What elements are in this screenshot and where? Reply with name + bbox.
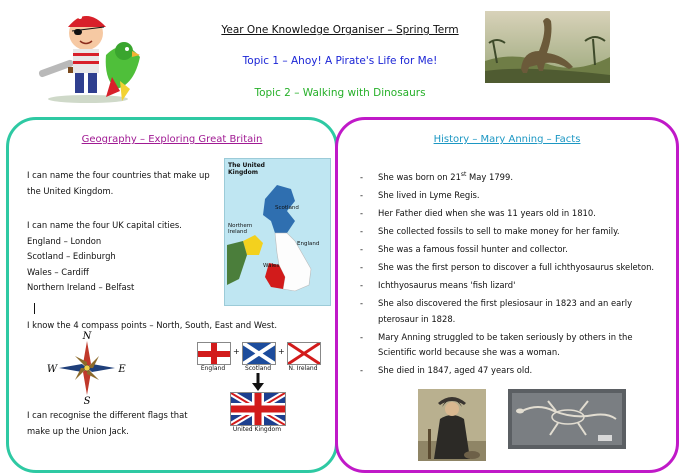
map-title <box>228 162 265 176</box>
map-label-wales: Wales <box>263 263 280 269</box>
scotland-flag-label: Scotland <box>244 365 272 372</box>
fact-item: - Mary Anning struggled to be taken seriously by others in the Scientific world because she was a woman. <box>360 330 665 361</box>
topic-2-heading: Topic 2 – Walking with Dinosaurs <box>254 87 426 99</box>
compass-rose <box>47 331 127 405</box>
geography-panel <box>6 117 338 473</box>
capital-northern-ireland: Northern Ireland – Belfast <box>27 282 135 292</box>
fact-item <box>360 170 665 186</box>
fact-item: - Her Father died when she was 11 years old in 1810. <box>360 206 665 222</box>
geography-title: Geography – Exploring Great Britain <box>81 134 263 145</box>
topic-1-heading: Topic 1 – Ahoy! A Pirate's Life for Me! <box>242 55 438 67</box>
history-panel <box>335 117 679 473</box>
northern-ireland-flag-label: N. Ireland <box>288 365 318 372</box>
flags-line-2: make up the Union Jack. <box>27 425 129 436</box>
dinosaur-image <box>485 11 610 83</box>
union-jack-crosses <box>231 393 285 425</box>
compass-west-label: W <box>47 364 58 375</box>
capitals-text <box>27 218 182 296</box>
compass-south-label: S <box>83 396 91 405</box>
flags-text <box>27 408 188 439</box>
england-flag <box>197 342 231 365</box>
map-label-scotland: Scotland <box>275 205 299 211</box>
fact-item: - She also discovered the first plesiosaur in 1823 and an early pterosaur in 1828. <box>360 296 665 327</box>
fact-item: - Ichthyosaurus means 'fish lizard' <box>360 278 665 294</box>
england-flag-label: England <box>200 365 226 372</box>
capitals-intro: I can name the four UK capital cities. <box>27 220 182 230</box>
map-title-line-2: Kingdom <box>228 169 258 176</box>
capital-wales: Wales – Cardiff <box>27 266 89 277</box>
fact-item: - She lived in Lyme Regis. <box>360 188 665 204</box>
fact-item: - She died in 1847, aged 47 years old. <box>360 363 665 379</box>
scotland-flag <box>242 342 276 365</box>
countries-text <box>27 168 210 199</box>
map-label-ni-line-2: Ireland <box>228 229 248 235</box>
text-cursor <box>34 303 35 314</box>
union-jack-label: United Kingdom <box>232 426 282 433</box>
uk-map <box>224 158 331 306</box>
compass-north-label: N <box>82 331 92 342</box>
plus-sign-1: + <box>233 347 240 356</box>
fact-1-superscript: st <box>460 171 467 179</box>
capital-england: England – London <box>27 235 102 246</box>
down-arrow-icon <box>252 373 264 391</box>
map-label-england: England <box>297 241 320 247</box>
countries-line-2: the United Kingdom. <box>27 185 114 196</box>
union-jack-flag <box>230 392 286 426</box>
map-label-northern-ireland <box>228 223 252 235</box>
fact-item: - She was a famous fossil hunter and collector. <box>360 242 665 258</box>
fact-1-text-end: May 1799. <box>466 172 514 182</box>
northern-ireland-flag <box>287 342 321 365</box>
flags-line-1: I can recognise the different flags that <box>27 410 188 420</box>
compass-text: I know the 4 compass points – North, South, East and West. <box>27 320 278 330</box>
map-title-line-1: The United <box>228 162 265 169</box>
compass-east-label: E <box>118 364 126 375</box>
saint-patrick-saltire <box>288 343 320 364</box>
capital-scotland: Scotland – Edinburgh <box>27 251 116 261</box>
fact-item: - She collected fossils to sell to make money for her family. <box>360 224 665 240</box>
scotland-saltire <box>243 343 275 364</box>
fact-item: - She was the first person to discover a full ichthyosaurus skeleton. <box>360 260 665 276</box>
facts-list <box>360 170 665 381</box>
map-label-ni-line-1: Northern <box>228 223 253 229</box>
fact-1-text: She was born on 21 <box>378 172 461 182</box>
countries-line-1: I can name the four countries that make up <box>27 170 210 180</box>
pirate-illustration <box>28 5 148 105</box>
plus-sign-2: + <box>278 347 285 356</box>
page-title: Year One Knowledge Organiser – Spring Term <box>221 24 459 36</box>
plesiosaur-fossil-image <box>508 389 626 449</box>
mary-anning-portrait <box>418 389 486 461</box>
history-title: History – Mary Anning – Facts <box>433 134 581 145</box>
